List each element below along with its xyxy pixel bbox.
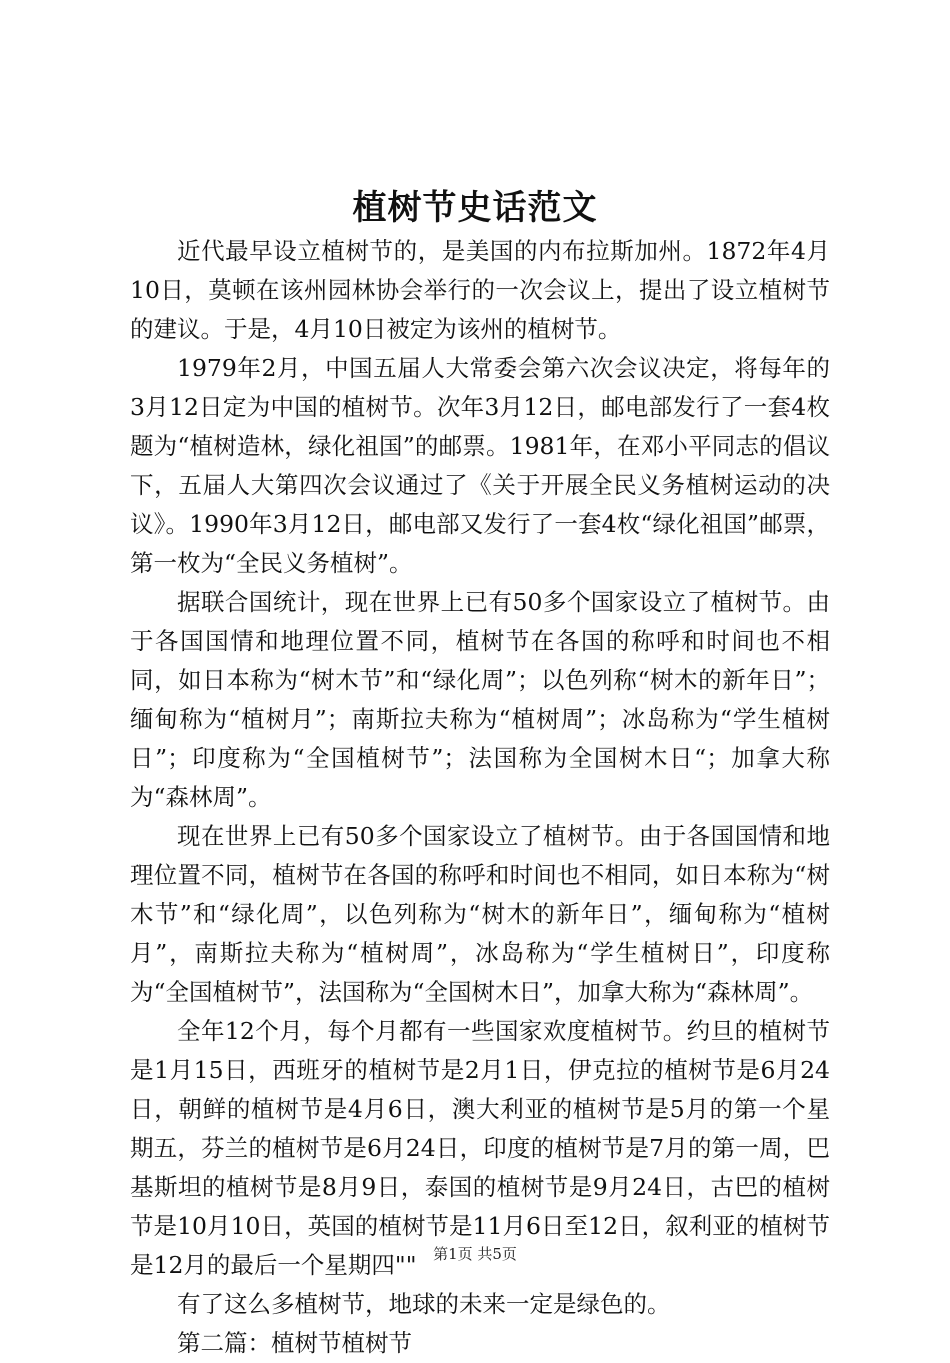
paragraph-2: 1979年2月，中国五届人大常委会第六次会议决定，将每年的3月12日定为中国的植树节。次年3月12日，邮电部发行了一套4枚题为“植树造林，绿化祖国”的邮票。1981年，在邓小平同志的倡议下，五届人大第四次会议通过了《关于开展全民义务植树运动的决议》。1990年3月12日，邮电部又发行了一套4枚“绿化祖国”邮票，第一枚为“全民义务植树”。 [130, 354, 830, 577]
page-number-footer: 第1页 共5页 [433, 1245, 517, 1263]
document-title: 植树节史话范文 [352, 188, 598, 228]
paragraph-6: 有了这么多植树节，地球的未来一定是绿色的。 [177, 1290, 671, 1318]
paragraph-5: 全年12个月，每个月都有一些国家欢度植树节。约旦的植树节是1月15日，西班牙的植树节是2月1日，伊克拉的植树节是6月24日，朝鲜的植树节是4月6日，澳大利亚的植树节是5月的第一个星期五，芬兰的植树节是6月24日，印度的植树节是7月的第一周，巴基斯坦的植树节是8月9日，泰国的植树节是9月24日，古巴的植树节是10月10日，英国的植树节是11月6日至12日，叙利亚的植树节是12月的最后一个星期四"" [130, 1017, 830, 1279]
document-body [130, 232, 830, 1363]
paragraph-4: 现在世界上已有50多个国家设立了植树节。由于各国国情和地理位置不同，植树节在各国的称呼和时间也不相同，如日本称为“树木节”和“绿化周”，以色列称为“树木的新年日”，缅甸称为“植树月”，南斯拉夫称为“植树周”，冰岛称为“学生植树日”，印度称为“全国植树节”，法国称为“全国树木日”，加拿大称为“森林周”。 [130, 822, 830, 1006]
section-heading-2: 第二篇：植树节植树节 [177, 1329, 412, 1357]
paragraph-1: 近代最早设立植树节的，是美国的内布拉斯加州。1872年4月10日，莫顿在该州园林协会举行的一次会议上，提出了设立植树节的建议。于是，4月10日被定为该州的植树节。 [130, 237, 830, 343]
paragraph-3: 据联合国统计，现在世界上已有50多个国家设立了植树节。由于各国国情和地理位置不同，植树节在各国的称呼和时间也不相同，如日本称为“树木节”和“绿化周”；以色列称“树木的新年日”；缅甸称为“植树月”；南斯拉夫称为“植树周”；冰岛称为“学生植树日”；印度称为“全国植树节”；法国称为全国树木日“；加拿大称为“森林周”。 [130, 588, 830, 811]
